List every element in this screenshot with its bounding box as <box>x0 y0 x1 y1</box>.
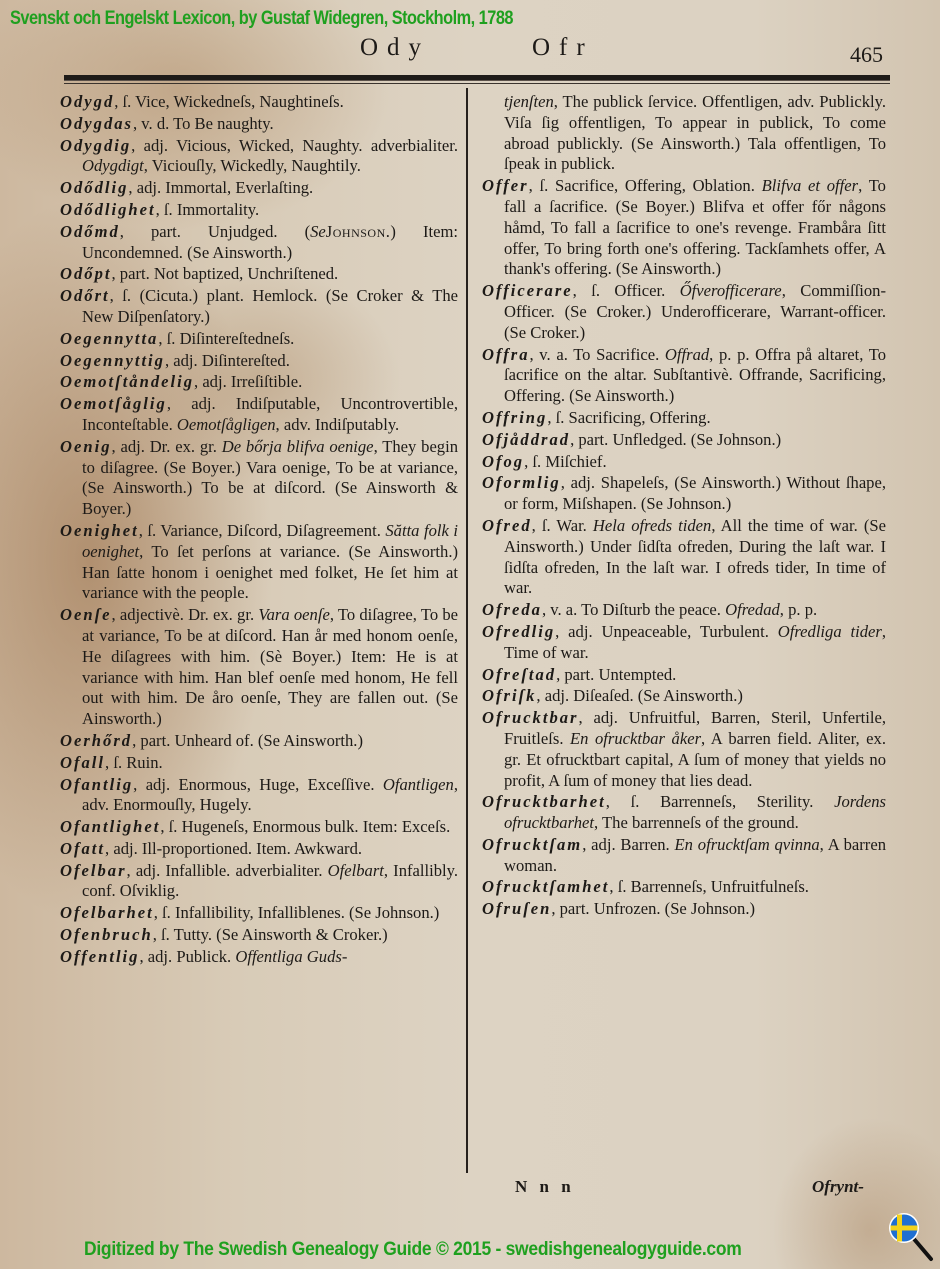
example-italic: Offrad <box>664 344 710 364</box>
headword: Ofog <box>482 451 525 471</box>
definition-text: , ſ. War. <box>531 515 593 535</box>
definition-text: , adj. Enormous, Huge, Exceſſive. <box>133 774 383 794</box>
headword: Odőmd <box>60 221 120 241</box>
running-head <box>0 34 940 67</box>
running-head-right: Ofr <box>532 34 594 61</box>
example-italic: Se <box>310 221 326 241</box>
dictionary-entry <box>482 792 886 834</box>
dictionary-entry <box>60 817 458 838</box>
definition-text: , ſ. Immortality. <box>155 199 260 219</box>
dictionary-entry <box>482 600 886 621</box>
example-italic: Blifva et offer <box>761 176 859 196</box>
header-rule-thin <box>64 83 890 84</box>
dictionary-entry <box>60 861 458 903</box>
example-italic: Odygdigt <box>82 156 144 176</box>
definition-text: , v. a. To Sacrifice. <box>529 344 665 364</box>
definition-text: , part. Not baptized, Unchriſtened. <box>111 264 339 284</box>
dictionary-entry <box>482 473 886 515</box>
example-italic: Ofredliga tider <box>777 621 882 641</box>
definition-text: , adj. Barren. <box>582 834 675 854</box>
dictionary-entry <box>60 351 458 372</box>
headword: Ofelbar <box>60 860 127 880</box>
headword: Odődlig <box>60 178 129 198</box>
right-column <box>482 92 886 921</box>
dictionary-entry <box>60 372 458 393</box>
headword: Ofrucktbar <box>482 708 579 728</box>
dictionary-entry <box>482 408 886 429</box>
header-rule <box>64 75 890 80</box>
dictionary-entry <box>60 114 458 135</box>
dictionary-entry <box>482 430 886 451</box>
headword: Ofelbarhet <box>60 903 154 923</box>
example-italic: Sătta folk i oenighet <box>82 520 458 561</box>
running-head-left: Ody <box>360 34 431 61</box>
definition-text: , ſ. (Cicuta.) plant. Hemlock. (Se Croker & The New Diſpenſatory.) <box>82 286 458 326</box>
headword: Ofatt <box>60 838 106 858</box>
definition-text: , p. p. Offra på altaret, To ſacrifice on the altar. Subſtantivè. Offrande, Sacrificing, Offering. (Se Ainsworth.) <box>504 344 887 406</box>
definition-text: , adj. Publick. <box>139 946 236 966</box>
headword: Oerhőrd <box>60 730 133 750</box>
example-italic: Vara oenſe <box>258 605 330 625</box>
dictionary-entry <box>60 605 458 730</box>
dictionary-entry <box>60 178 458 199</box>
dictionary-entry <box>60 925 458 946</box>
signature-mark: N n n <box>515 1177 575 1196</box>
headword: Offentlig <box>60 946 140 966</box>
dictionary-entry <box>60 200 458 221</box>
dictionary-entry <box>60 394 458 436</box>
definition-text: , ſ. Tutty. (Se Ainsworth & Croker.) <box>152 925 388 945</box>
headword: Ofrucktſamhet <box>482 877 610 897</box>
dictionary-entry <box>482 281 886 343</box>
example-italic: Oemotſågligen <box>176 414 276 434</box>
dictionary-entry <box>482 516 886 599</box>
definition-text: , Viciouſly, Wickedly, Naughtily. <box>143 156 361 176</box>
headword: Ofredlig <box>482 621 556 641</box>
headword: Ofreda <box>482 600 542 620</box>
example-italic: Offentliga Guds- <box>235 946 348 966</box>
definition-text: , adv. Enormouſly, Hugely. <box>82 774 458 815</box>
definition-text: , ſ. Officer. <box>572 281 680 301</box>
headword: Offer <box>482 176 529 196</box>
definition-text: , adj. Ill-proportioned. Item. Awkward. <box>105 838 363 858</box>
definition-text: ) Item: Uncondemned. (Se Ainsworth.) <box>82 221 458 262</box>
column-divider <box>466 88 468 1173</box>
definition-text: , adj. Diſeaſed. (Se Ainsworth.) <box>536 686 743 706</box>
definition-text: , part. Untempted. <box>556 664 677 684</box>
definition-text: , part. Unfrozen. (Se Johnson.) <box>551 899 756 919</box>
headword: Ofjåddrad <box>482 429 571 449</box>
dictionary-entry <box>60 947 458 968</box>
definition-text: , adv. Indiſputably. <box>275 414 400 434</box>
headword: Ofantlighet <box>60 817 161 837</box>
dictionary-entry <box>60 222 458 264</box>
definition-text: , ſ. Variance, Diſcord, Diſagreement. <box>138 520 386 540</box>
headword: Oegennytta <box>60 328 159 348</box>
definition-text: , Time of war. <box>504 621 886 662</box>
definition-text: , Commiſſion-Officer. (Se Croker.) Underofficerare, Warrant-officer. (Se Croker.) <box>504 281 887 342</box>
headword: Ofreſtad <box>482 664 557 684</box>
headword: Odygdas <box>60 113 133 133</box>
definition-text: , v. d. To Be naughty. <box>133 113 274 133</box>
definition-text: , adj. Unpeaceable, Turbulent. <box>555 621 778 641</box>
headword: Odőrt <box>60 286 110 306</box>
definition-text: , adj. Dr. ex. gr. <box>111 436 222 456</box>
headword: Oformlig <box>482 473 561 493</box>
example-italic: Hela ofreds tiden <box>592 515 712 535</box>
dictionary-entry <box>60 92 458 113</box>
definition-text: , adj. Infallible. adverbialiter. <box>126 860 328 880</box>
dictionary-entry <box>60 731 458 752</box>
definition-text: , All the time of war. (Se Ainsworth.) Under ſidſta ofreden, During the laſt war. I ſidſta ofreden, In the laſt war. I ofreds tider, In time of war. <box>504 515 886 598</box>
definition-text: , p. p. <box>779 600 818 620</box>
definition-text: , To diſagree, To be at variance, To be at diſcord. Han år med honom oenſe, He diſagrees with him. (Sè Boyer.) Item: He is at variance with him. Han blef oenſe med honom, He fell out with him. De åro oenſe, They are fallen out. (Se Ainsworth.) <box>82 605 458 729</box>
definition-text: , adjectivè. Dr. ex. gr. <box>111 605 259 625</box>
dictionary-entry <box>60 264 458 285</box>
definition-text: , part. Unjudged. ( <box>119 221 311 241</box>
definition-text: , ſ. Sacrifice, Offering, Oblation. <box>528 176 762 196</box>
catchword: Ofrynt- <box>812 1177 864 1196</box>
definition-text: , The publick ſervice. Offentligen, adv. Publickly. Viſa ſig offentligen, To appear in publick, To come abroad publickly. (Se Ainsworth.) Tala offentligen, To ſpeak in publick. <box>504 92 886 174</box>
dictionary-entry <box>60 903 458 924</box>
definition-text: , part. Unfledged. (Se Johnson.) <box>570 429 782 449</box>
dictionary-entry <box>482 665 886 686</box>
example-italic: tjenſten <box>504 92 554 111</box>
dictionary-entry <box>60 753 458 774</box>
definition-text: , ſ. Vice, Wickedneſs, Naughtineſs. <box>114 92 344 111</box>
definition-text: , ſ. Barrenneſs, Sterility. <box>605 792 835 812</box>
definition-text: , adj. Indiſputable, Uncontrovertible, Inconteſtable. <box>82 394 458 434</box>
definition-text: , adj. Diſintereſted. <box>164 350 290 370</box>
headword: Ofantlig <box>60 774 134 794</box>
left-column <box>60 92 458 969</box>
headword: Oegennyttig <box>60 350 165 370</box>
dictionary-entry <box>482 622 886 664</box>
definition-text: , ſ. Hugeneſs, Enormous bulk. Item: Exceſs. <box>160 817 451 837</box>
dictionary-entry <box>482 708 886 791</box>
headword: Ofriſk <box>482 686 537 706</box>
definition-text: , To fall a ſacrifice. (Se Boyer.) Blifva et offer főr någons håmd, To fall a ſacrifice to one's revenge. Frambåra ſitt offer, To bring forth one's offering. Tackſamhets offer, A thank's offering. (Se Ainsworth.) <box>504 176 886 279</box>
definition-text: , ſ. Diſintereſtedneſs. <box>158 328 295 348</box>
example-italic: En ofrucktſam qvinna <box>674 834 820 854</box>
example-italic: Jordens ofrucktbarhet <box>504 792 886 833</box>
headword: Ofruſen <box>482 899 552 919</box>
headword: Odygdig <box>60 135 132 155</box>
headword: Ofrucktſam <box>482 834 583 854</box>
dictionary-entry <box>482 686 886 707</box>
definition-text: , adj. Shapeleſs, (Se Ainsworth.) Without ſhape, or form, Miſshapen. (Se Johnson.) <box>504 473 886 514</box>
headword: Ofrucktbarhet <box>482 792 606 812</box>
headword: Odygd <box>60 92 115 111</box>
dictionary-entry <box>482 899 886 920</box>
dictionary-entry <box>482 92 886 175</box>
dictionary-entry <box>60 521 458 604</box>
example-italic: Ofelbart <box>327 860 384 880</box>
headword: Offra <box>482 344 530 364</box>
definition-text: , adj. Vicious, Wicked, Naughty. adverbialiter. <box>131 135 458 155</box>
headword: Ofenbruch <box>60 925 153 945</box>
definition-text: , v. a. To Diſturb the peace. <box>541 600 726 620</box>
definition-text: , adj. Immortal, Everlaſting. <box>128 178 314 198</box>
example-italic: Ofredad <box>725 600 780 620</box>
headword: Ofall <box>60 752 106 772</box>
definition-text: , ſ. Sacrificing, Offering. <box>547 407 711 427</box>
example-italic: De bőrja blifva oenige <box>221 436 374 456</box>
dictionary-entry <box>60 437 458 520</box>
definition-text: , ſ. Ruin. <box>105 752 163 772</box>
headword: Oemotſtåndelig <box>60 372 195 392</box>
headword: Offring <box>482 407 548 427</box>
definition-text: , To ſet perſons at variance. (Se Ainsworth.) Han ſatte honom i oenighet med folket, He ſet him at variance with the people. <box>82 541 458 603</box>
digitization-footer: Digitized by The Swedish Genealogy Guide © 2015 - swedishgenealogyguide.com <box>84 1239 742 1260</box>
definition-text: , part. Unheard of. (Se Ainsworth.) <box>132 730 363 750</box>
swedish-flag-magnifier-icon <box>884 1211 936 1263</box>
dictionary-entry <box>60 839 458 860</box>
definition-text: , ſ. Miſchief. <box>524 451 607 471</box>
definition-text: , ſ. Infallibility, Infalliblenes. (Se Johnson.) <box>153 903 440 923</box>
headword: Officerare <box>482 281 573 301</box>
headword: Odődlighet <box>60 199 156 219</box>
definition-text: , The barrenneſs of the ground. <box>594 813 799 833</box>
headword: Oenighet <box>60 520 139 540</box>
example-italic: Őfverofficerare <box>679 281 782 301</box>
headword: Ofred <box>482 515 532 535</box>
dictionary-entry <box>482 345 886 407</box>
dictionary-entry <box>60 286 458 328</box>
headword: Oenſe <box>60 605 112 625</box>
headword: Oemotſåglig <box>60 394 167 414</box>
dictionary-entry <box>60 136 458 178</box>
dictionary-entry <box>60 329 458 350</box>
definition-text: , A barren woman. <box>504 834 886 875</box>
headword: Odőpt <box>60 264 112 284</box>
example-italic: Ofantligen <box>382 774 454 794</box>
definition-text: , Infallibly. conf. Oſviklig. <box>82 860 458 901</box>
definition-text: , adj. Irreſiſtible. <box>194 372 303 392</box>
definition-text: , ſ. Barrenneſs, Unfruitfulneſs. <box>609 877 809 897</box>
page-number: 465 <box>850 42 883 67</box>
source-reference: Johnson. <box>325 221 391 241</box>
digitization-banner: Svenskt och Engelskt Lexicon, by Gustaf Widegren, Stockholm, 1788 <box>10 8 513 29</box>
dictionary-entry <box>60 775 458 817</box>
definition-text: , A barren field. Aliter, ex. gr. Et ofrucktbart capital, A ſum of money that yields no profit, A ſum of money that lies dead. <box>504 728 886 790</box>
definition-text: , They begin to diſagree. (Se Boyer.) Vara oenige, To be at variance, (Se Ainsworth.) To be at diſcord. (Se Ainsworth & Boyer.) <box>82 436 459 519</box>
dictionary-entry <box>482 835 886 877</box>
dictionary-entry <box>482 452 886 473</box>
definition-text: , adj. Unfruitful, Barren, Steril, Unfertile, Fruitleſs. <box>504 708 886 748</box>
dictionary-entry <box>482 176 886 280</box>
example-italic: En ofrucktbar åker <box>570 728 702 748</box>
dictionary-entry <box>482 877 886 898</box>
headword: Oenig <box>60 436 112 456</box>
